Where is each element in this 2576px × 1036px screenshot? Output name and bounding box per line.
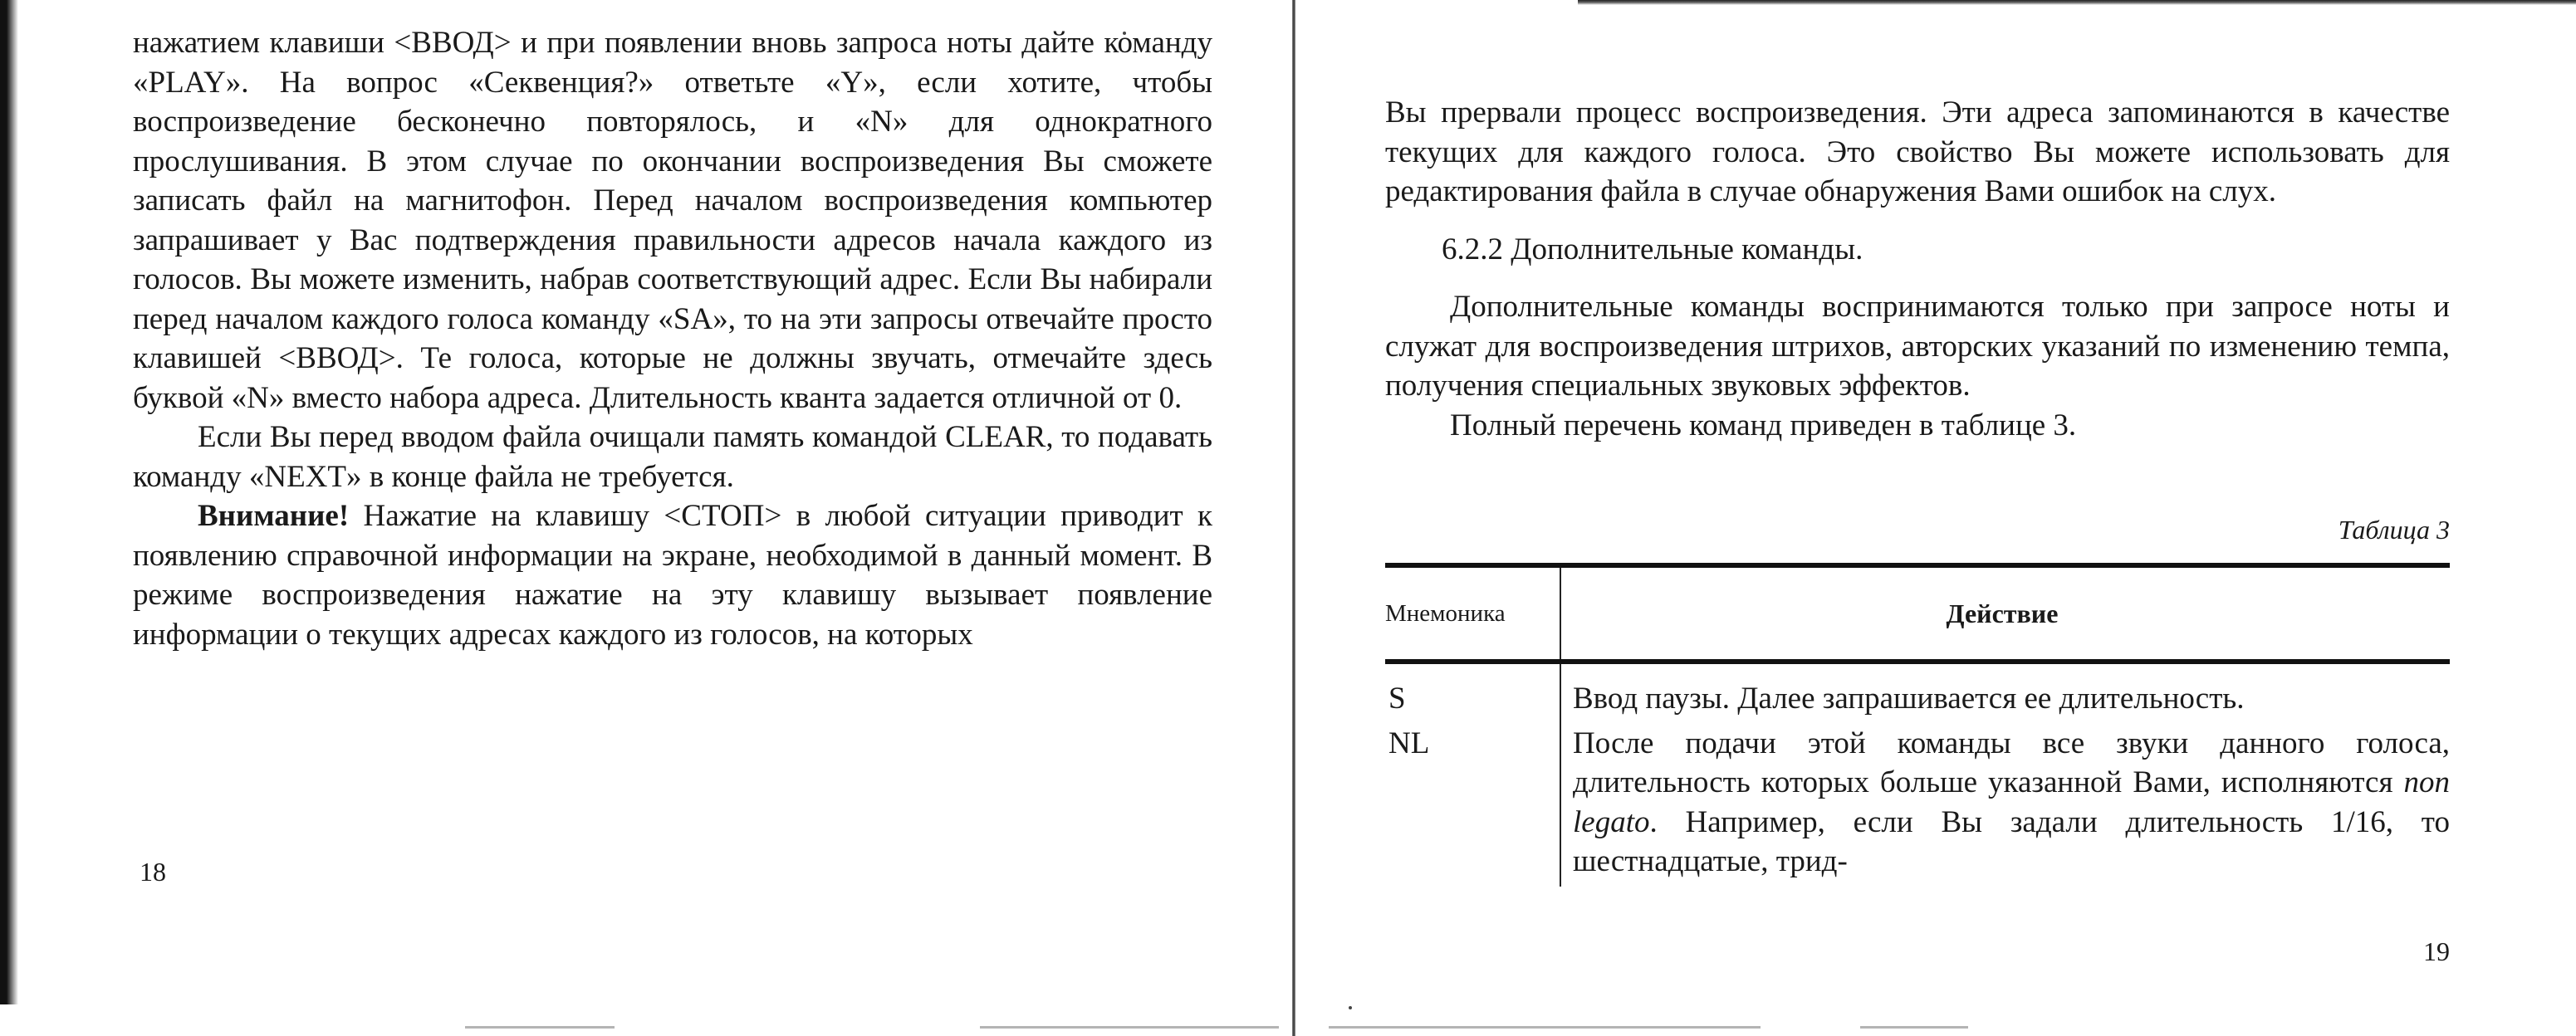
row-action-text-end: . Например, если Вы задали длительность 1/16, то шестнадцатые, трид-	[1573, 804, 2450, 878]
table-header-row	[1385, 568, 2450, 659]
right-paragraph-3: Полный перечень команд приведен в таблице 3.	[1450, 408, 2077, 442]
subsection-heading: 6.2.2 Дополнительные команды.	[1442, 232, 1863, 266]
right-page-text	[1385, 93, 2450, 445]
scan-artifact	[465, 1026, 615, 1029]
page-number-left: 18	[140, 857, 166, 887]
right-paragraph-2: Дополнительные команды воспринимаются только при запросе ноты и служат для воспроизведения штрихов, авторских указаний по изменению темпа, получения специальных звуковых эффектов.	[1385, 290, 2450, 403]
binding-edge-shadow	[0, 0, 18, 1004]
scan-artifact	[1860, 1026, 1968, 1029]
row-action: Ввод паузы. Далее запрашивается ее длительность.	[1573, 682, 2245, 716]
top-edge-shadow	[1578, 0, 2576, 5]
left-page-text	[133, 23, 1212, 654]
table-caption: Таблица 3	[2338, 515, 2450, 545]
table-header-rule	[1385, 659, 2450, 664]
table-row	[1385, 724, 2450, 882]
right-paragraph-1: Вы прервали процесс воспроизведения. Эти адреса запоминаются в качестве текущих для каждого голоса. Это свойство Вы можете использовать для редактирования файла в случае обнаружения Вами ошибок на слух.	[1385, 95, 2450, 208]
page-number-right: 19	[2423, 936, 2450, 966]
header-mnemonic: Мнемоника	[1385, 599, 1506, 627]
left-paragraph-2: Если Вы перед вводом файла очищали память командой CLEAR, то подавать команду «NEXT» в конце файла не требуется.	[133, 420, 1212, 494]
scan-artifact	[1329, 1026, 1761, 1029]
scan-speck	[1349, 1006, 1352, 1009]
row-action-text: После подачи этой команды все звуки данного голоса, длительность которых больше указанной Вами, исполняются	[1573, 726, 2450, 799]
warning-lead: Внимание!	[198, 499, 350, 533]
scan-artifact	[980, 1026, 1279, 1029]
row-action-italic: non legato	[1573, 765, 2450, 839]
table-row	[1385, 679, 2450, 719]
table-column-divider	[1560, 568, 1561, 659]
commands-table	[1385, 531, 2450, 882]
page-gutter	[1292, 0, 1295, 1036]
row-mnemonic: NL	[1388, 726, 1430, 760]
header-action: Действие	[1946, 598, 2059, 628]
warning-text: Нажатие на клавишу <СТОП> в любой ситуации приводит к появлению справочной информации на экране, необходимой в данный момент. В режиме воспроизведения нажатие на эту клавишу вызывает появление информации о текущих адресах каждого из голосов, на которых	[133, 499, 1212, 652]
row-action	[1571, 724, 2450, 882]
row-mnemonic: S	[1388, 682, 1406, 716]
warning-paragraph	[133, 496, 1212, 654]
left-paragraph-1: нажатием клавиши <ВВОД> и при появлении вновь запроса ноты дайте команду «PLAY». На вопрос «Секвенция?» ответьте «Y», если хотите, чтобы воспроизведение бесконечно повторялось, и «N» для однократного прослушивания. В этом случае по окончании воспроизведения Вы сможете записать файл на магнитофон. Перед началом воспроизведения компьютер запрашивает у Вас подтверждения правильности адресов начала каждого из голосов. Вы можете изменить, набрав соответствующий адрес. Если Вы набирали перед началом каждого голоса команду «SA», то на эти запросы отвечайте просто клавишей <ВВОД>. Те голоса, которые не должны звучать, отмечайте здесь буквой «N» вместо набора адреса. Длительность кванта задается отличной от 0.	[133, 26, 1212, 415]
table-column-divider	[1560, 724, 1561, 887]
